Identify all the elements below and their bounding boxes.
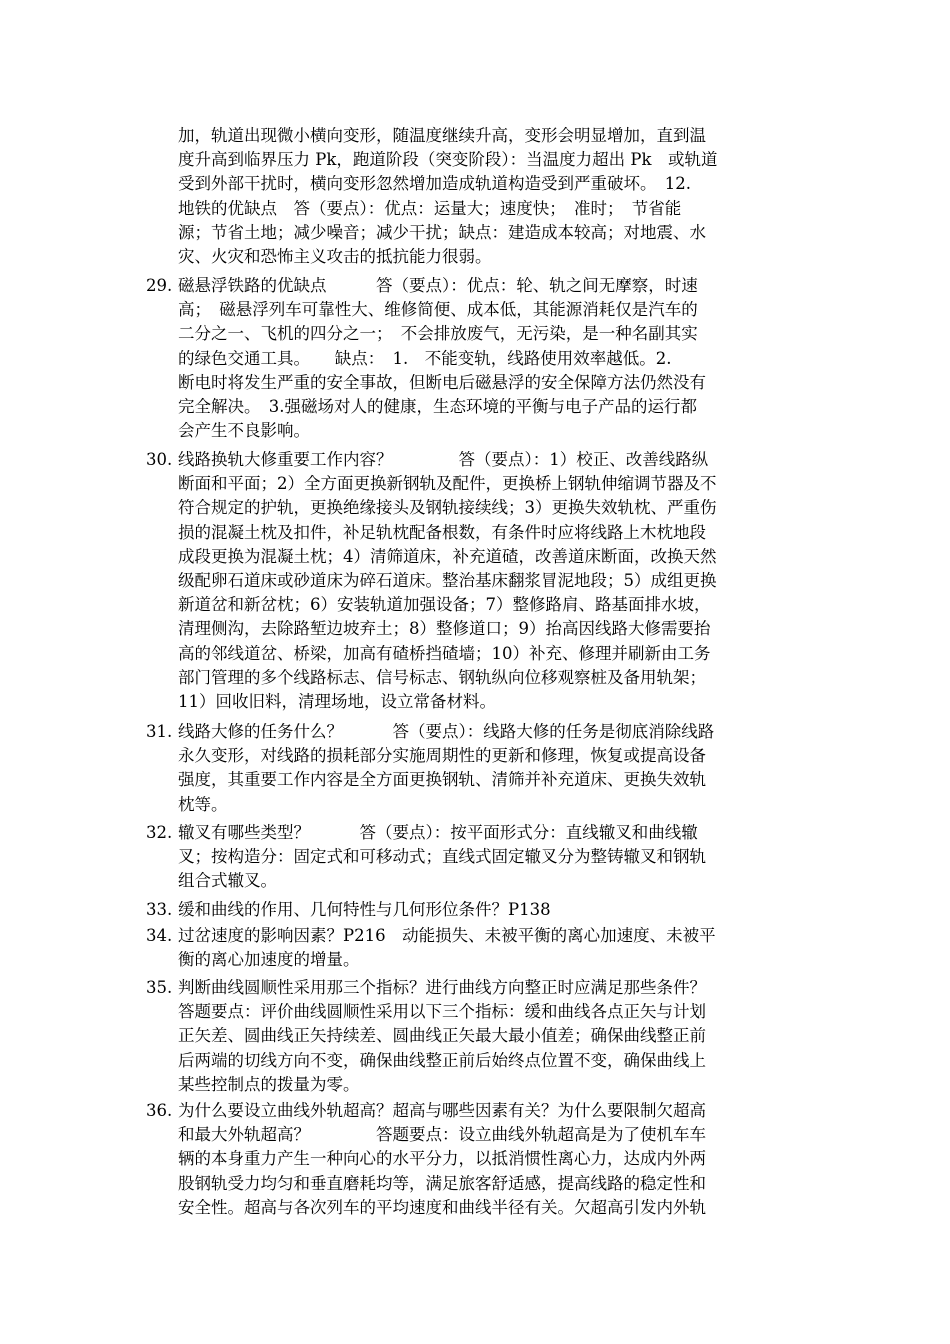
text-line: 枕等。 bbox=[178, 794, 228, 814]
text-line: 的绿色交通工具。 缺点： 1. 不能变轨，线路使用效率越低。2. bbox=[178, 348, 672, 368]
text-line: 强度，其重要工作内容是全方面更换钢轨、清筛并补充道床、更换失效轨 bbox=[178, 770, 706, 790]
text-line: 组合式辙叉。 bbox=[178, 871, 277, 891]
item-number: 32. bbox=[146, 823, 173, 842]
list-item-30 bbox=[146, 448, 803, 714]
text-line: 断面和平面；2）全方面更换新钢轨及配件，更换桥上钢轨伸缩调节器及不 bbox=[178, 474, 717, 494]
text-line: 为什么要设立曲线外轨超高？超高与哪些因素有关？为什么要限制欠超高 bbox=[178, 1101, 706, 1120]
item-number: 35. bbox=[146, 978, 173, 997]
item-number: 33. bbox=[146, 900, 173, 919]
text-line: 高的邻线道岔、桥梁，加高有碴桥挡碴墙；10）补充、修理并刷新由工务 bbox=[178, 643, 711, 663]
text-line: 11）回收旧料，清理场地，设立常备材料。 bbox=[178, 692, 496, 712]
text-line: 损的混凝土枕及扣件，补足轨枕配备根数，有条件时应将线路上木枕地段 bbox=[178, 522, 706, 542]
text-line: 判断曲线圆顺性采用那三个指标？进行曲线方向整正时应满足那些条件？ bbox=[178, 978, 706, 997]
item-number: 36. bbox=[146, 1101, 173, 1120]
text-line: 加，轨道出现微小横向变形，随温度继续升高，变形会明显增加，直到温 bbox=[178, 126, 706, 145]
text-line: 度升高到临界压力 Pk，跑道阶段（突变阶段）：当温度力超出 Pk 或轨道 bbox=[178, 150, 718, 170]
text-line: 安全性。超高与各次列车的平均速度和曲线半径有关。欠超高引发内外轨 bbox=[178, 1197, 706, 1217]
item-text bbox=[178, 720, 803, 817]
text-line: 成段更换为混凝土枕；4）清筛道床，补充道碴，改善道床断面，改换天然 bbox=[178, 546, 717, 566]
item-number: 34. bbox=[146, 926, 173, 945]
item-text bbox=[178, 976, 803, 1097]
text-line: 会产生不良影响。 bbox=[178, 421, 310, 441]
text-line: 某些控制点的拨量为零。 bbox=[178, 1074, 360, 1094]
text-line: 永久变形，对线路的损耗部分实施周期性的更新和修理，恢复或提高设备 bbox=[178, 746, 706, 766]
text-line: 灾、火灾和恐怖主义攻击的抵抗能力很弱。 bbox=[178, 247, 492, 267]
intro-paragraph bbox=[178, 124, 803, 269]
text-line: 线路换轨大修重要工作内容？ 答（要点）：1）校正、改善线路纵 bbox=[178, 450, 709, 469]
list-item-33 bbox=[146, 898, 803, 922]
text-line: 完全解决。 3.强磁场对人的健康，生态环境的平衡与电子产品的运行都 bbox=[178, 397, 697, 417]
list-item-36 bbox=[146, 1099, 803, 1220]
item-text bbox=[178, 924, 803, 972]
text-line: 级配卵石道床或砂道床为碎石道床。整治基床翻浆冒泥地段；5）成组更换 bbox=[178, 571, 717, 591]
text-line: 股钢轨受力均匀和垂直磨耗均等，满足旅客舒适感，提高线路的稳定性和 bbox=[178, 1173, 706, 1193]
list-item-29 bbox=[146, 274, 803, 443]
list-item-35 bbox=[146, 976, 803, 1097]
item-number: 30. bbox=[146, 450, 173, 469]
text-line: 受到外部干扰时，横向变形忽然增加造成轨道构造受到严重破坏。 12. bbox=[178, 174, 691, 194]
text-line: 衡的离心加速度的增量。 bbox=[178, 950, 360, 970]
text-line: 符合规定的护轨，更换绝缘接头及钢轨接续线；3）更换失效轨枕、严重伤 bbox=[178, 498, 717, 518]
text-line: 后两端的切线方向不变，确保曲线整正前后始终点位置不变，确保曲线上 bbox=[178, 1050, 706, 1070]
text-line: 辆的本身重力产生一种向心的水平分力，以抵消惯性离心力，达成内外两 bbox=[178, 1149, 706, 1169]
item-text bbox=[178, 448, 803, 714]
list-item-32 bbox=[146, 821, 803, 894]
text-line: 断电时将发生严重的安全事故，但断电后磁悬浮的安全保障方法仍然没有 bbox=[178, 372, 706, 392]
text-line: 新道岔和新岔枕；6）安装轨道加强设备；7）整修路肩、路基面排水坡， bbox=[178, 595, 711, 615]
item-text bbox=[178, 898, 803, 922]
text-line: 正矢差、圆曲线正矢持续差、圆曲线正矢最大最小值差；确保曲线整正前 bbox=[178, 1026, 706, 1046]
text-line: 地铁的优缺点 答（要点）：优点：运量大；速度快； 准时； 节省能 bbox=[178, 198, 682, 218]
text-line: 清理侧沟，去除路堑边坡弃土；8）整修道口；9）抬高因线路大修需要抬 bbox=[178, 619, 711, 639]
item-text bbox=[178, 821, 803, 894]
text-line: 答题要点：评价曲线圆顺性采用以下三个指标：缓和曲线各点正矢与计划 bbox=[178, 1002, 706, 1022]
text-line: 辙叉有哪些类型？ 答（要点）：按平面形式分：直线辙叉和曲线辙 bbox=[178, 823, 698, 842]
text-line: 高； 磁悬浮列车可靠性大、维修简便、成本低，其能源消耗仅是汽车的 bbox=[178, 300, 698, 320]
text-line: 源；节省土地；减少噪音；减少干扰；缺点：建造成本较高；对地震、水 bbox=[178, 222, 706, 242]
text-line: 磁悬浮铁路的优缺点 答（要点）：优点：轮、轨之间无摩察，时速 bbox=[178, 276, 698, 295]
text-line: 二分之一、飞机的四分之一； 不会排放废气，无污染，是一种名副其实 bbox=[178, 324, 698, 344]
text-line: 缓和曲线的作用、几何特性与几何形位条件？P138 bbox=[178, 900, 551, 919]
text-line: 和最大外轨超高？ 答题要点：设立曲线外轨超高是为了使机车车 bbox=[178, 1125, 706, 1145]
text-line: 线路大修的任务什么？ 答（要点）：线路大修的任务是彻底消除线路 bbox=[178, 722, 715, 741]
list-item-34 bbox=[146, 924, 803, 972]
item-number: 31. bbox=[146, 722, 173, 741]
text-line: 过岔速度的影响因素？P216 动能损失、未被平衡的离心加速度、未被平 bbox=[178, 926, 716, 945]
item-text bbox=[178, 274, 803, 443]
text-line: 叉；按构造分：固定式和可移动式；直线式固定辙叉分为整铸辙叉和钢轨 bbox=[178, 847, 706, 867]
list-item-31 bbox=[146, 720, 803, 817]
text-line: 部门管理的多个线路标志、信号标志、钢轨纵向位移观察桩及备用轨架； bbox=[178, 667, 706, 687]
item-text bbox=[178, 1099, 803, 1220]
item-number: 29. bbox=[146, 276, 173, 295]
